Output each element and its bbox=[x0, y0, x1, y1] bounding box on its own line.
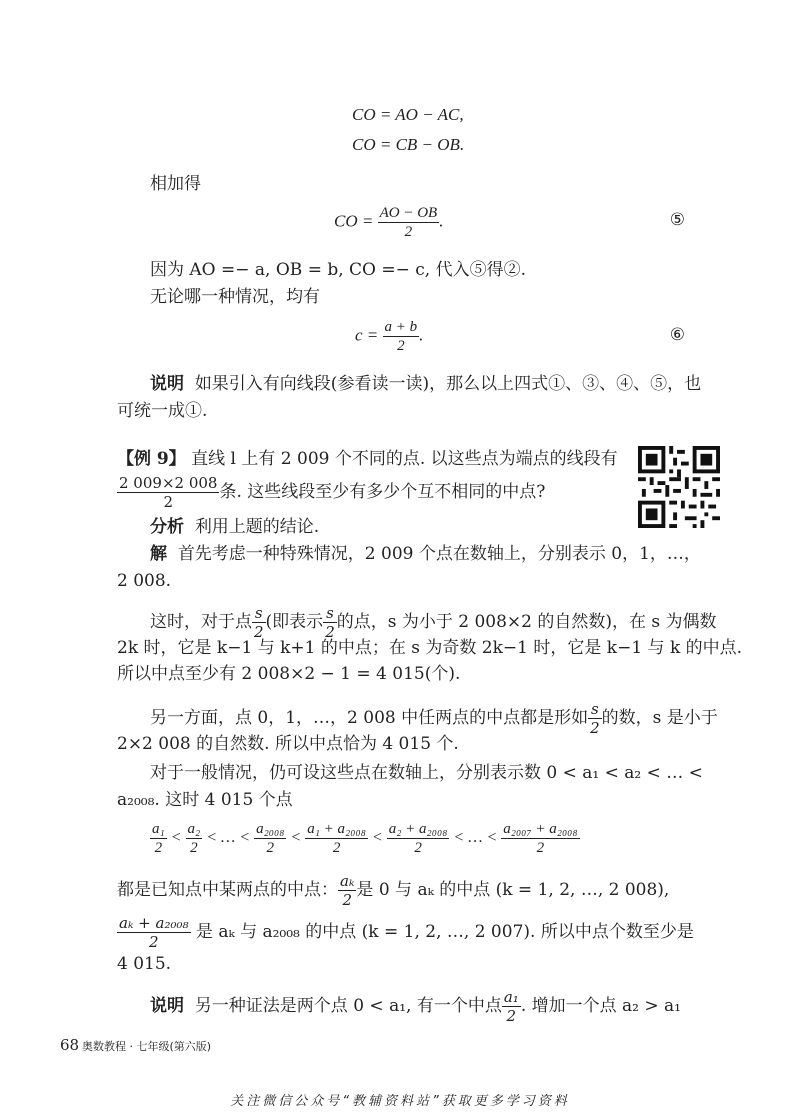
fraction-s-over-2: $\frac{s}{2}$ bbox=[254, 604, 264, 641]
equation-co-2: CO = CB − OB. bbox=[352, 135, 465, 154]
equation-5-fraction: $\frac{AO - OB}{2}$ bbox=[379, 205, 438, 240]
chain-fraction: $\frac{\text{a₂ + a₂₀₀₈}}{2}$ bbox=[388, 821, 448, 856]
solution: 解 首先考虑一种特殊情况，2 009 个点在数轴上，分别表示 0，1，…， bbox=[150, 544, 701, 564]
analysis-label: 分析 bbox=[150, 517, 184, 537]
fraction-ak-plus-a2008-over-2: $\frac{\text{aₖ + a₂₀₀₈}}{2}$ bbox=[119, 914, 189, 951]
chain-fraction: $\frac{\text{a₂₀₀₈}}{2}$ bbox=[256, 821, 285, 856]
paragraph-4-line-3: 4 015. bbox=[117, 954, 172, 974]
analysis: 分析 利用上题的结论. bbox=[150, 517, 320, 537]
equation-co-1: CO = AO − AC, bbox=[352, 105, 464, 124]
fraction-s-over-2: $\frac{s}{2}$ bbox=[590, 700, 600, 737]
paragraph-3-line-2: a₂₀₀₈. 这时 4 015 个点 bbox=[117, 790, 293, 810]
equation-5: CO = $\frac{AO - OB}{2}$ . bbox=[334, 205, 444, 240]
paragraph-2-line-2: 2×2 008 的自然数. 所以中点恰为 4 015 个. bbox=[117, 734, 459, 754]
fraction-ak-over-2: $\frac{\text{aₖ}}{2}$ bbox=[340, 872, 355, 909]
solution-label: 解 bbox=[150, 544, 167, 564]
paragraph-3-line-1: 对于一般情况，仍可设这些点在数轴上，分别表示数 0 < a₁ < a₂ < … < bbox=[150, 763, 703, 783]
note-1-text: 如果引入有向线段(参看读一读)，那么以上四式①、③、④、⑤，也 bbox=[194, 374, 702, 394]
watermark-text: 关注微信公众号“教辅资料站”获取更多学习资料 bbox=[230, 1094, 570, 1109]
qr-code-image[interactable] bbox=[638, 446, 720, 528]
equation-6: c = $\frac{a + b}{2}$ . bbox=[355, 319, 424, 354]
note-1-continued: 可统一成①. bbox=[117, 401, 208, 421]
book-title: 奥数教程 · 七年级(第六版) bbox=[82, 1040, 212, 1053]
paragraph-1-line-2: 2k 时，它是 k−1 与 k+1 的中点；在 s 为奇数 2k−1 时，它是 k−1 与 k 的中点. bbox=[117, 638, 743, 658]
inequality-chain: $\frac{\text{a₁}}{2}$ < $\frac{\text{a₂}}{2}$ < … < $\frac{\text{a₂₀₀₈}}{2}$ < $\frac{\text{a₁ + a₂₀₀₈}}{2}$ < $\frac{\text{a₂ + a₂₀₀₈}}{2}$ < … < $\frac{\text{a₂₀₀₇ + a₂₀₀₈}}{2}$ bbox=[152, 821, 578, 856]
either-line: 无论哪一种情况，均有 bbox=[150, 287, 320, 307]
add-label: 相加得 bbox=[150, 174, 201, 194]
chain-fraction: $\frac{\text{a₂}}{2}$ bbox=[187, 821, 201, 856]
example-9 bbox=[117, 447, 618, 471]
chain-fraction: $\frac{\text{a₁}}{2}$ bbox=[152, 821, 165, 856]
example-text: 直线 l 上有 2 009 个不同的点. 以这些点为端点的线段有 bbox=[191, 449, 618, 469]
fraction-s-over-2: $\frac{s}{2}$ bbox=[325, 604, 335, 641]
equation-5-lhs: CO = bbox=[334, 211, 374, 231]
paragraph-1-line-3: 所以中点至少有 2 008×2 − 1 = 4 015(个). bbox=[117, 664, 461, 684]
equation-6-fraction: $\frac{a + b}{2}$ bbox=[384, 319, 418, 354]
chain-fraction: $\frac{\text{a₁ + a₂₀₀₈}}{2}$ bbox=[307, 821, 366, 856]
note-1 bbox=[150, 372, 701, 396]
fraction-a1-over-2: $\frac{\text{a₁}}{2}$ bbox=[503, 988, 519, 1025]
paragraph-2-line-1: 另一方面，点 0，1，…，2 008 中任两点的中点都是形如 $\frac{s}{2}$ 的数，s 是小于 bbox=[150, 700, 718, 737]
note-2-label: 说明 bbox=[150, 996, 184, 1016]
because-line: 因为 AO =− a, OB = b, CO =− c, 代入⑤得②. bbox=[150, 260, 527, 280]
note-2: 说明 另一种证法是两个点 0 < a₁, 有一个中点 $\frac{\text{a₁}}{2}$ . 增加一个点 a₂ > a₁ bbox=[150, 988, 681, 1025]
note-1-label: 说明 bbox=[150, 374, 184, 394]
equation-6-lhs: c = bbox=[355, 325, 379, 345]
example-label: 【例 9】 bbox=[117, 449, 186, 469]
chain-fraction: $\frac{\text{a₂₀₀₇ + a₂₀₀₈}}{2}$ bbox=[503, 821, 578, 856]
solution-line-2: 2 008. bbox=[117, 571, 172, 591]
paragraph-4-line-2: $\frac{\text{aₖ + a₂₀₀₈}}{2}$ 是 aₖ 与 a₂₀₀₈ 的中点 (k = 1, 2, …, 2 007). 所以中点个数至少是 bbox=[119, 914, 694, 951]
paragraph-4-line-1: 都是已知点中某两点的中点： $\frac{\text{aₖ}}{2}$ 是 0 与 aₖ 的中点 (k = 1, 2, …, 2 008), bbox=[117, 872, 670, 909]
example-fraction: $\frac{2 009\times 2 008}{2}$ bbox=[119, 474, 218, 511]
equation-5-number: ⑤ bbox=[669, 210, 685, 230]
equation-6-number: ⑥ bbox=[669, 325, 685, 345]
example-9-line-2: $\frac{2 009\times 2 008}{2}$ 条. 这些线段至少有多少个互不相同的中点? bbox=[119, 474, 546, 511]
paragraph-1-line-1: 这时，对于点 $\frac{s}{2}$ (即表示 $\frac{s}{2}$ 的点，s 为小于 2 008×2 的自然数)，在 s 为偶数 bbox=[150, 604, 717, 641]
page-number: 68 bbox=[60, 1036, 80, 1054]
